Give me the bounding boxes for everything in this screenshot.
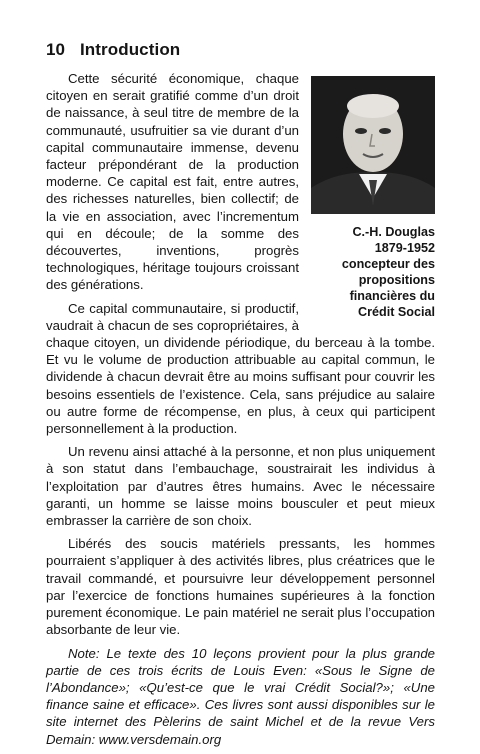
caption-years: 1879-1952 xyxy=(374,241,435,255)
caption-line-6: Crédit Social xyxy=(358,305,435,319)
portrait-image xyxy=(311,76,435,214)
caption-line-4: propositions xyxy=(358,273,435,287)
portrait-caption xyxy=(311,224,435,320)
caption-name: C.-H. Douglas xyxy=(352,225,435,239)
caption-line-5: financières du xyxy=(349,289,435,303)
portrait-photo xyxy=(311,76,435,214)
caption-line-3: concepteur des xyxy=(341,257,435,271)
portrait-figure xyxy=(311,76,435,320)
body-text xyxy=(46,70,435,748)
page-number: 10 xyxy=(46,40,66,59)
paragraph: Libérés des soucis matériels pressants, les hommes pourraient s’appliquer à des activités libres, plus créatrices que le travail commandé, et poursuivre leur développement personnel par l’exercice de fonctions humaines supérieures à la fonction purement économique. Le pain matériel ne serait plus l’occupation absorbante de leur vie. xyxy=(46,536,435,638)
note-paragraph: Note: Le texte des 10 leçons provient pour la plus grande partie de ces trois écrits de Louis Even: «Sous le Signe de l’Abondance»; «Qu’est-ce que le vrai Crédit Social?»; «Une finance saine et efficace». Ces livres sont aussi disponibles sur le site internet des Pèlerins de saint Michel et de la revue Vers Demain: www.versdemain.org xyxy=(46,645,435,747)
paragraph: Ce capital communautaire, si productif, vaudrait à chacun de ses copropriétaires, à chaque citoyen, un dividende périodique, du berceau à la tombe. Et vu le volume de production attribuable au capital commun, le dividende à chacun devrait être au moins suffisant pour couvrir les besoins essentiels de l’existence. Cela, sans préjudice au salaire ou autre forme de récompense, en plus, à ceux qui participent personnellement à la production. xyxy=(46,300,435,437)
paragraph: Un revenu ainsi attaché à la personne, et non plus uniquement à son statut dans l’embauchage, soustrairait les individus à l’exploitation par d’autres êtres humains. Avec le nécessaire garanti, un homme se laisse moins bousculer et peut mieux embrasser la carrière de son choix. xyxy=(46,444,435,529)
page-header xyxy=(46,40,180,60)
chapter-title: Introduction xyxy=(79,40,181,59)
paragraph: Cette sécurité économique, chaque citoyen en serait gratifié comme d’un droit de naissance, à seul titre de membre de la communauté, usufruitier sa vie durant d’un capital communautaire immense, devenu facteur prépondérant de la production moderne. Ce capital est fait, entre autres, des richesses naturelles, bien collectif; de la vie en association, avec l’incrementum qui en découle; de la somme des découvertes, inventions, progrès technologiques, héritage toujours croissant des générations. xyxy=(46,71,299,293)
